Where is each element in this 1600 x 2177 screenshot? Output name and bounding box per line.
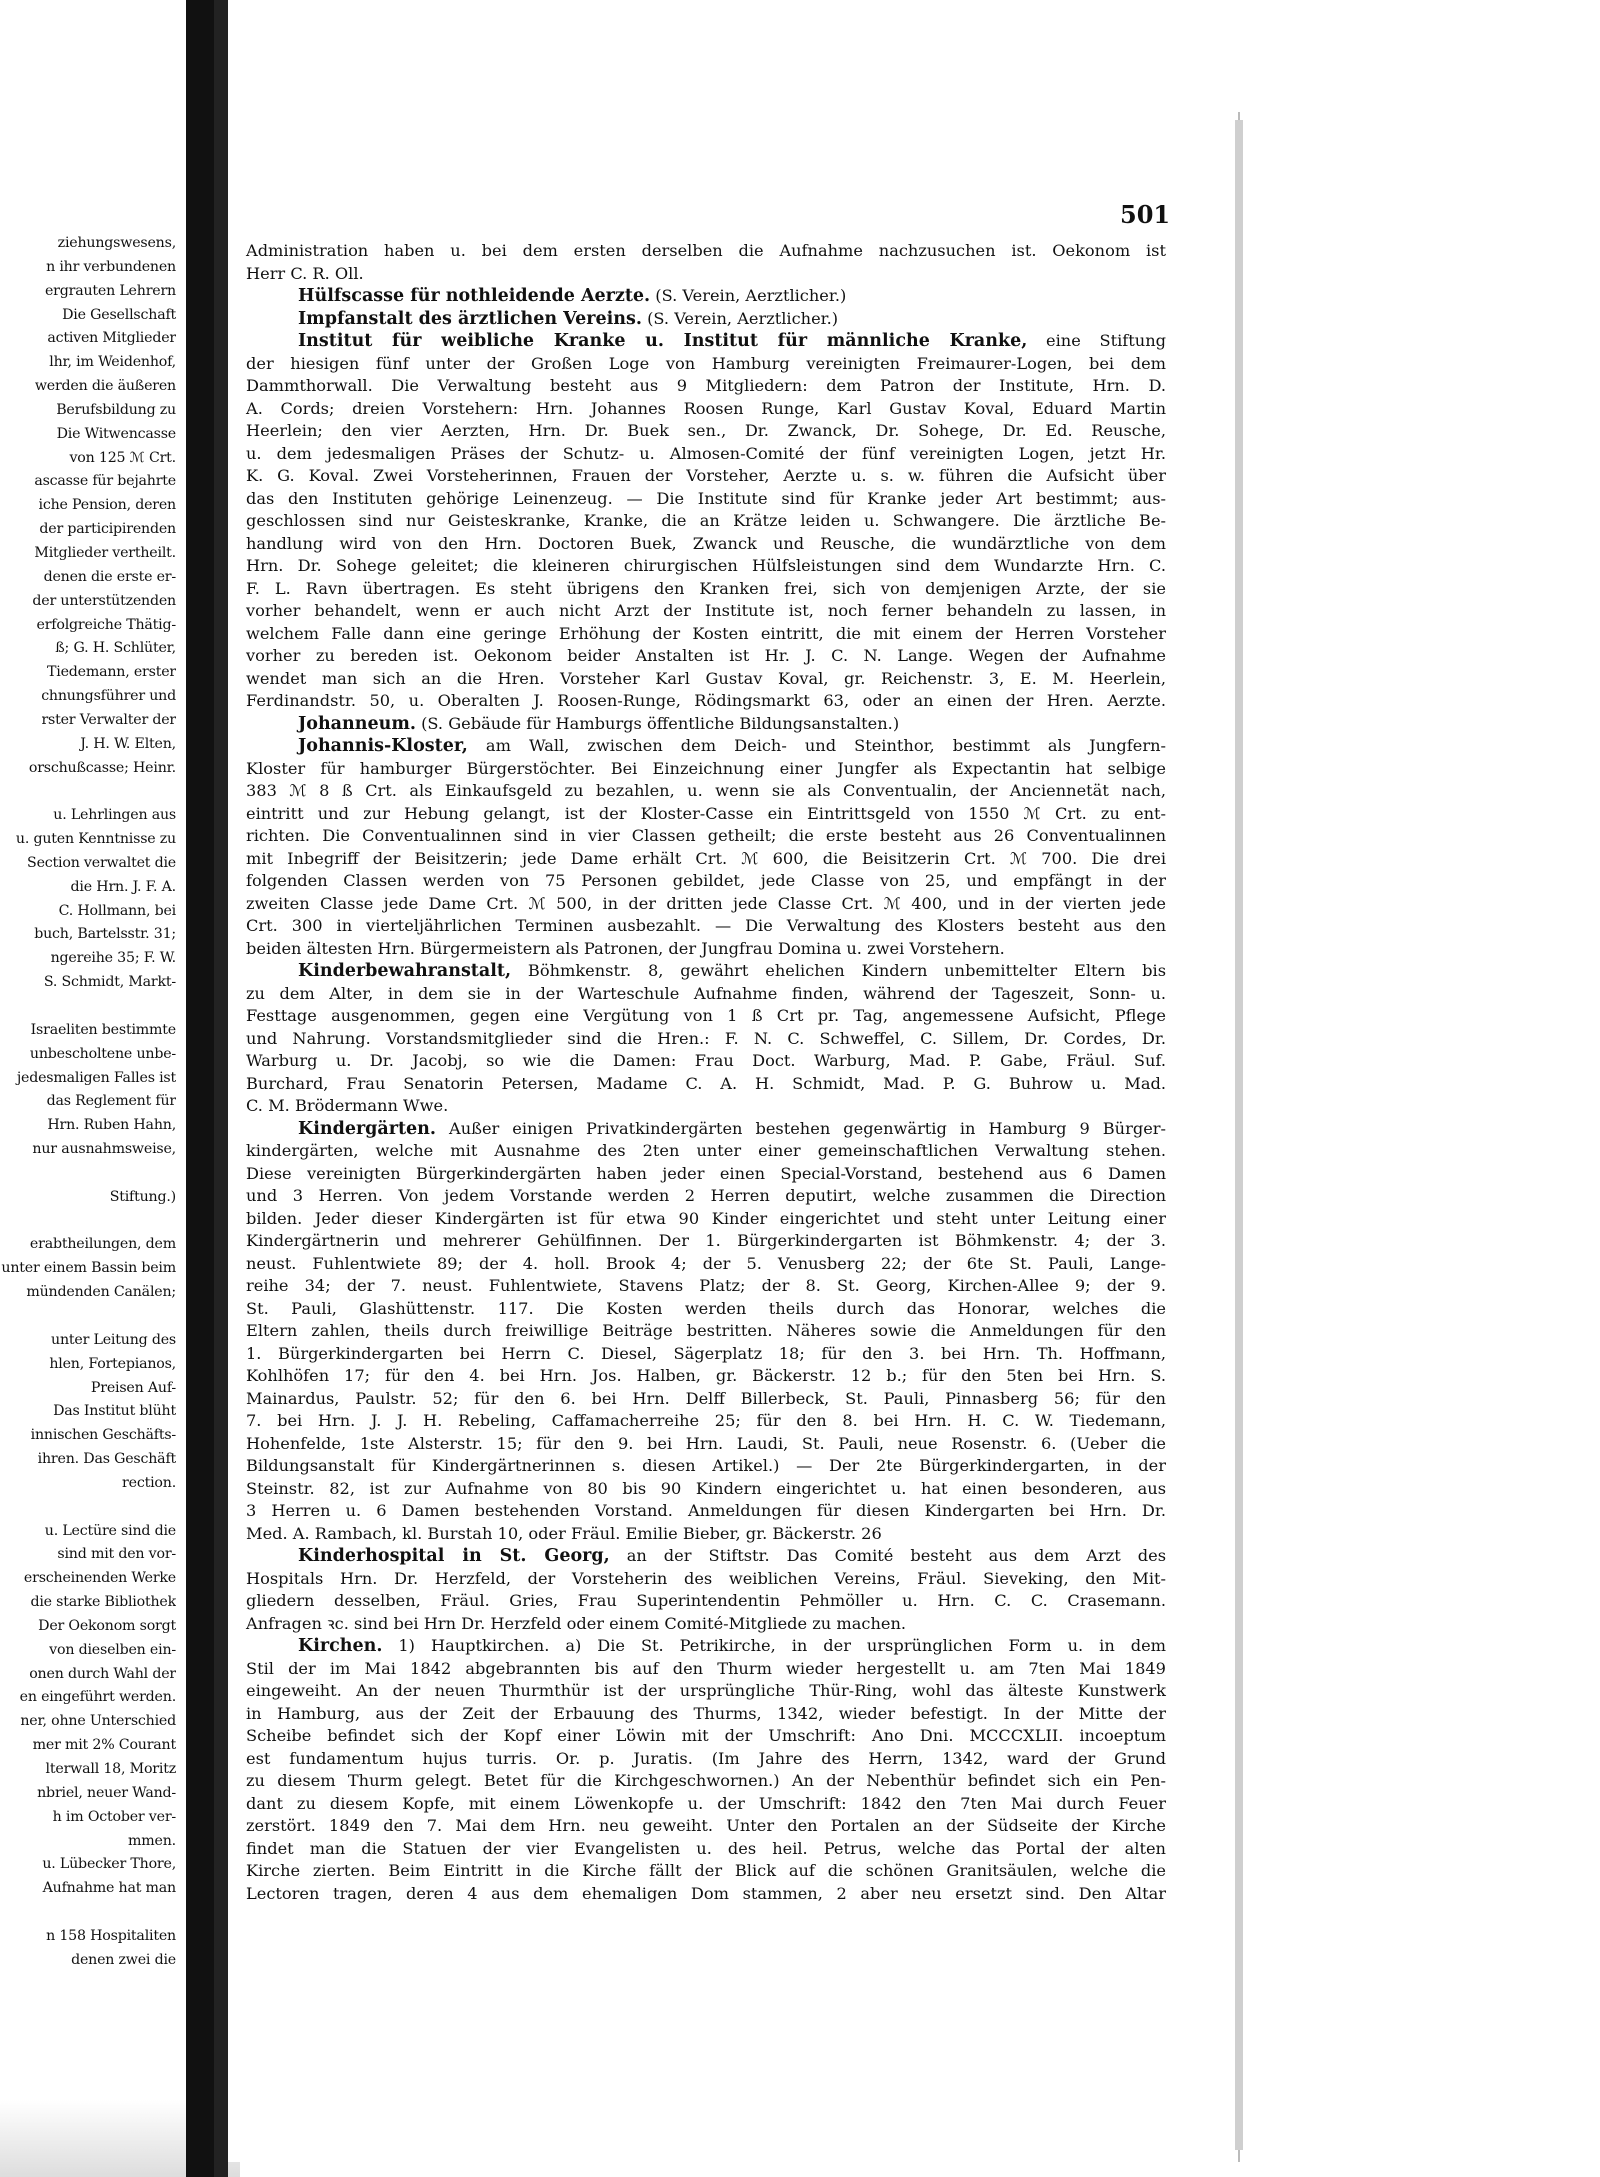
text-line <box>246 645 1166 668</box>
line-text: Diese vereinigten Bürgerkindergärten haben jeder einen Special-Vorstand, bestehend aus 6 Damen <box>246 1163 1166 1183</box>
line-text: Warburg u. Dr. Jacobj, so wie die Damen: Frau Doct. Warburg, Mad. P. Gabe, Fräul. Suf. <box>246 1051 1166 1070</box>
line-text: 3 Herren u. 6 Damen bestehenden Vorstand. Anmeldungen für diesen Kindergarten bei Hrn. Dr. <box>246 1501 1166 1520</box>
text-line <box>246 398 1166 421</box>
left-column-line: n ihr verbundenen <box>46 258 176 275</box>
text-line <box>246 1500 1166 1523</box>
line-text: zweiten Classe jede Dame Crt. ℳ 500, in der dritten jede Classe Crt. ℳ 400, und in der vierten jede <box>246 893 1166 913</box>
entry-heading-line <box>246 1545 1166 1568</box>
left-column-line: die Hrn. J. F. A. <box>70 878 176 895</box>
text-line <box>246 1680 1166 1703</box>
left-column-line: Israeliten bestimmte <box>30 1021 176 1038</box>
line-text: das den Instituten gehörige Leinenzeug. — Die Institute sind für Kranke jeder Art bestimmt; aus- <box>246 488 1166 508</box>
left-column-line: chnungsführer und <box>41 688 176 705</box>
line-text: vorher zu bereden ist. Oekonom beider Anstalten ist Hr. J. C. N. Lange. Wegen der Aufnahme <box>246 646 1166 665</box>
entry-heading-line <box>246 960 1166 983</box>
left-column-line: u. Lübecker Thore, <box>42 1856 176 1873</box>
text-line <box>246 1658 1166 1681</box>
left-column-line: Hrn. Ruben Hahn, <box>47 1117 176 1134</box>
entry-heading-line <box>246 1118 1166 1141</box>
text-line <box>246 623 1166 646</box>
left-column-line: ngereihe 35; F. W. <box>50 950 176 967</box>
line-text: 1) Hauptkirchen. a) Die St. Petrikirche, in der ursprünglichen Form u. in dem <box>382 1636 1166 1655</box>
entry-heading: Hülfscasse für nothleidende Aerzte. <box>298 286 651 306</box>
line-text: Kirche zierten. Beim Eintritt in die Kirche fällt der Blick auf die schönen Granitsäulen, welche die <box>246 1861 1166 1880</box>
left-column-line: u. Lectüre sind die <box>44 1522 176 1539</box>
text-line <box>246 465 1166 488</box>
left-column-line: ß; G. H. Schlüter, <box>55 640 176 657</box>
line-text: Festtage ausgenommen, gegen eine Vergütung von 1 ß Crt pr. Tag, angemessene Aufsicht, Pflege <box>246 1006 1166 1025</box>
line-text: eintritt und zur Hebung gelangt, ist der Kloster-Casse ein Eintrittsgeld von 1550 ℳ Crt. zu ent- <box>246 803 1166 823</box>
line-text: Eltern zahlen, theils durch freiwillige Beiträge bestritten. Näheres sowie die Anmeldungen für den <box>246 1321 1166 1340</box>
left-column-line: nur ausnahmsweise, <box>32 1141 176 1158</box>
left-column-line: ihren. Das Geschäft <box>37 1451 176 1468</box>
text-line <box>246 510 1166 533</box>
line-text: handlung wird von den Hrn. Doctoren Buek, Zwanck und Reusche, die wundärztliche von dem <box>246 533 1166 553</box>
left-column-line: innischen Geschäfts- <box>30 1427 176 1444</box>
left-column-line: die starke Bibliothek <box>30 1594 176 1611</box>
line-text: zu diesem Thurm gelegt. Betet für die Kirchgeschwornen.) An der Nebenthür befindet sich ein Pen- <box>246 1771 1166 1790</box>
line-text: an der Stiftstr. Das Comité besteht aus dem Arzt des <box>609 1546 1167 1565</box>
line-text: Außer einigen Privatkindergärten bestehen gegenwärtig in Hamburg 9 Bürger- <box>436 1118 1166 1138</box>
line-text: wendet man sich an die Hren. Vorsteher Karl Gustav Koval, gr. Reichenstr. 3, E. M. Heerlein, <box>246 668 1166 688</box>
left-column-line: lhr, im Weidenhof, <box>49 354 176 371</box>
left-column-line: ascasse für bejahrte <box>34 473 176 490</box>
left-column-line: Aufnahme hat man <box>42 1880 176 1897</box>
left-column-line: das Reglement für <box>46 1093 176 1110</box>
line-text: Heerlein; den vier Aerzten, Hrn. Dr. Buek sen., Dr. Zwanck, Dr. Sohege, Dr. Ed. Reusche, <box>246 421 1166 440</box>
text-line <box>246 263 1166 286</box>
line-text: zu dem Alter, in dem sie in der Warteschule Aufnahme finden, während der Tageszeit, Sonn- u. <box>246 983 1166 1003</box>
line-text: bilden. Jeder dieser Kindergärten ist für etwa 90 Kinder eingerichtet und steht unter Leitung einer <box>246 1208 1166 1228</box>
left-column-line: lterwall 18, Moritz <box>45 1761 176 1777</box>
left-column-line: ziehungswesens, <box>57 235 176 251</box>
line-text: Lectoren tragen, deren 4 aus dem ehemaligen Dom stammen, 2 aber neu ersetzt sind. Den Altar <box>246 1883 1166 1903</box>
left-column-line: unbescholtene unbe- <box>29 1045 176 1062</box>
text-line <box>246 668 1166 691</box>
line-text: beiden ältesten Hrn. Bürgermeistern als Patronen, der Jungfrau Domina u. zwei Vorstehern. <box>246 938 1005 958</box>
text-line <box>246 420 1166 443</box>
text-line <box>246 1028 1166 1051</box>
left-column-line: erfolgreiche Thätig- <box>36 616 176 633</box>
left-column-line: Preisen Auf- <box>90 1379 176 1396</box>
left-column-line: Die Gesellschaft <box>62 306 176 323</box>
line-text: und Nahrung. Vorstandsmitglieder sind die Hren.: F. N. C. Schweffel, C. Sillem, Dr. Cordes, Dr. <box>246 1028 1166 1048</box>
text-line <box>246 1748 1166 1771</box>
left-column-line <box>0 995 176 1019</box>
left-column-line <box>0 1305 176 1329</box>
text-line <box>246 1455 1166 1478</box>
entry-heading: Johannis-Kloster, <box>298 736 468 756</box>
line-text: gliedern desselben, Fräul. Gries, Frau Superintendentin Pehmöller u. Hrn. C. C. Crasemann. <box>246 1591 1166 1610</box>
left-column-line: u. guten Kenntnisse zu <box>15 831 176 848</box>
right-page-edge <box>1235 120 1243 2150</box>
left-column-line <box>0 1901 176 1925</box>
text-line <box>246 1275 1166 1298</box>
text-line <box>246 1365 1166 1388</box>
left-column-line: von dieselben ein- <box>49 1641 176 1658</box>
text-line <box>246 1073 1166 1096</box>
line-text: C. M. Brödermann Wwe. <box>246 1096 449 1115</box>
text-line <box>246 825 1166 848</box>
text-line <box>246 1590 1166 1613</box>
left-column-line: h im October ver- <box>52 1808 176 1825</box>
text-line <box>246 375 1166 398</box>
line-text: (S. Verein, Aerztlicher.) <box>650 286 847 305</box>
line-text: folgenden Classen werden von 75 Personen gebildet, jede Classe von 25, und empfängt in der <box>246 871 1166 890</box>
line-text: Burchard, Frau Senatorin Petersen, Madame C. A. H. Schmidt, Mad. P. G. Buhrow u. Mad. <box>246 1073 1166 1093</box>
text-line <box>246 803 1166 826</box>
text-line <box>246 1388 1166 1411</box>
line-text: neust. Fuhlentwiete 89; der 4. holl. Brook 4; der 5. Venusberg 22; der 6te St. Pauli, Lange- <box>246 1253 1166 1273</box>
left-column-line: Section verwaltet die <box>27 854 176 871</box>
left-column-line: denen zwei die <box>71 1951 176 1968</box>
page-number: 501 <box>1120 200 1171 229</box>
line-text: findet man die Statuen der vier Evangelisten u. des heil. Petrus, welche das Portal der alten <box>246 1838 1166 1858</box>
left-column-line: jedesmaligen Falles ist <box>16 1069 176 1086</box>
text-line <box>246 1770 1166 1793</box>
line-text: St. Pauli, Glashüttenstr. 117. Die Kosten werden theils durch das Honorar, welches die <box>246 1298 1166 1318</box>
text-line <box>246 443 1166 466</box>
left-column-line: werden die äußeren <box>34 378 176 395</box>
left-column-line: von 125 ℳ Crt. <box>69 449 176 466</box>
line-text: Hrn. Dr. Sohege geleitet; die kleineren chirurgischen Hülfsleistungen sind dem Wundarzte Hrn. C. <box>246 556 1166 575</box>
text-line <box>246 938 1166 961</box>
entry-heading: Kindergärten. <box>298 1118 437 1139</box>
left-column-line: Berufsbildung zu <box>56 401 176 418</box>
text-line <box>246 555 1166 578</box>
line-text: welchem Falle dann eine geringe Erhöhung der Kosten eintritt, die mit einem der Herren Vorsteher <box>246 623 1166 643</box>
left-column-line: sind mit den vor- <box>57 1546 176 1563</box>
text-line <box>246 600 1166 623</box>
line-text: est fundamentum hujus turris. Or. p. Juratis. (Im Jahre des Herrn, 1342, ward der Grund <box>246 1748 1166 1768</box>
line-text: u. dem jedesmaligen Präses der Schutz- u. Almosen-Comité der fünf vereinigten Logen, jetzt Hr. <box>246 443 1166 463</box>
line-text: Crt. 300 in vierteljährlichen Terminen ausbezahlt. — Die Verwaltung des Klosters besteht aus den <box>246 916 1166 935</box>
line-text: richten. Die Conventualinnen sind in vier Classen getheilt; die erste besteht aus 26 Conventualinnen <box>246 826 1166 845</box>
line-text: 383 ℳ 8 ß Crt. als Einkaufsgeld zu bezahlen, u. wenn sie als Conventualin, der Anciennetät nach, <box>246 781 1166 800</box>
left-column-line: ergrauten Lehrern <box>44 282 176 299</box>
text-line <box>246 1793 1166 1816</box>
text-line <box>246 353 1166 376</box>
left-column-line: rster Verwalter der <box>41 711 176 728</box>
main-text-column <box>246 240 1166 1905</box>
left-column-line: S. Schmidt, Markt- <box>43 974 176 991</box>
text-line <box>246 488 1166 511</box>
text-line <box>246 1703 1166 1726</box>
left-column-line: unter einem Bassin beim <box>1 1260 176 1277</box>
text-line <box>246 1478 1166 1501</box>
line-text: Stil der im Mai 1842 abgebrannten bis auf den Thurm wieder hergestellt u. am 7ten Mai 1849 <box>246 1658 1166 1678</box>
left-column-line: erscheinenden Werke <box>23 1570 176 1587</box>
line-text: Hospitals Hrn. Dr. Herzfeld, der Vorsteherin des weiblichen Vereins, Fräul. Sieveking, den Mit- <box>246 1568 1166 1588</box>
line-text: Kloster für hamburger Bürgerstöchter. Bei Einzeichnung einer Jungfer als Expectantin hat selbige <box>246 758 1166 778</box>
text-line <box>246 1410 1166 1433</box>
line-text: und 3 Herren. Von jedem Vorstande werden 2 Herren deputirt, welche zusammen die Direction <box>246 1186 1166 1205</box>
line-text: Bildungsanstalt für Kindergärtnerinnen s. diesen Artikel.) — Der 2te Bürgerkindergarten, in der <box>246 1456 1166 1475</box>
line-text: Anfragen ꝛc. sind bei Hrn Dr. Herzfeld oder einem Comité-Mitgliede zu machen. <box>246 1613 907 1633</box>
text-line <box>246 1298 1166 1321</box>
text-line <box>246 1433 1166 1456</box>
text-line <box>246 1320 1166 1343</box>
left-column-line: onen durch Wahl der <box>29 1665 176 1682</box>
left-column-line: J. H. W. Elten, <box>80 735 176 752</box>
text-line <box>246 1613 1166 1636</box>
left-column-line: rection. <box>122 1474 176 1491</box>
line-text: dant zu diesem Kopfe, mit einem Löwenkopfe u. der Umschrift: 1842 den 7ten Mai durch Feuer <box>246 1793 1166 1813</box>
left-column-line: Mitglieder vertheilt. <box>34 544 176 561</box>
line-text: eine Stiftung <box>1027 331 1166 350</box>
line-text: (S. Gebäude für Hamburgs öffentliche Bildungsanstalten.) <box>415 713 900 733</box>
line-text: zerstört. 1849 den 7. Mai dem Hrn. neu geweiht. Unter den Portalen an der Südseite der Kirche <box>246 1816 1166 1835</box>
text-line <box>246 1140 1166 1163</box>
entry-heading: Impfanstalt des ärztlichen Vereins. <box>298 308 642 329</box>
line-text: Böhmkenstr. 8, gewährt ehelichen Kindern unbemittelter Eltern bis <box>511 961 1166 980</box>
left-column-line: orschußcasse; Heinr. <box>28 759 176 776</box>
left-column-line: der participirenden <box>39 521 176 538</box>
left-column-line: ner, ohne Unterschied <box>20 1713 176 1730</box>
text-line <box>246 1860 1166 1883</box>
left-column-line: Die Witwencasse <box>56 425 176 442</box>
line-text: Administration haben u. bei dem ersten derselben die Aufnahme nachzusuchen ist. Oekonom ist <box>246 241 1166 260</box>
left-column-line: Stiftung.) <box>109 1188 176 1205</box>
left-column-line: C. Hollmann, bei <box>58 902 176 919</box>
left-column-line: Der Oekonom sorgt <box>38 1617 176 1634</box>
text-line <box>246 1005 1166 1028</box>
left-page-column <box>0 232 176 1973</box>
left-column-line: activen Mitglieder <box>47 330 176 347</box>
text-line <box>246 1838 1166 1861</box>
line-text: Ferdinandstr. 50, u. Oberalten J. Roosen-Runge, Rödingsmarkt 63, oder an einen der Hren. Aerzte. <box>246 691 1166 710</box>
left-column-line: Das Institut blüht <box>53 1403 176 1420</box>
text-line <box>246 1230 1166 1253</box>
text-line <box>246 1185 1166 1208</box>
left-column-line: en eingeführt werden. <box>19 1689 176 1706</box>
left-column-line: mündenden Canälen; <box>26 1284 176 1301</box>
left-column-line: mmen. <box>128 1832 176 1849</box>
left-column-line <box>0 1210 176 1234</box>
text-line <box>246 690 1166 713</box>
line-text: Kohlhöfen 17; für den 4. bei Hrn. Jos. Halben, gr. Bäckerstr. 12 b.; für den 5ten bei Hrn. S. <box>246 1366 1166 1385</box>
text-line <box>246 1253 1166 1276</box>
line-text: reihe 34; der 7. neust. Fuhlentwiete, Stavens Platz; der 8. St. Georg, Kirchen-Allee 9; der 9. <box>246 1276 1166 1295</box>
text-line <box>246 1343 1166 1366</box>
text-line <box>246 870 1166 893</box>
line-text: Hohenfelde, 1ste Alsterstr. 15; für den 9. bei Hrn. Laudi, St. Pauli, neue Rosenstr. 6. (Ueber die <box>246 1433 1166 1453</box>
line-text: 7. bei Hrn. J. J. H. Rebeling, Caffamacherreihe 25; für den 8. bei Hrn. H. C. W. Tiedemann, <box>246 1411 1166 1430</box>
entry-heading-line <box>246 735 1166 758</box>
text-line <box>246 1568 1166 1591</box>
line-text: (S. Verein, Aerztlicher.) <box>641 308 839 328</box>
line-text: eingeweiht. An der neuen Thurmthür ist der ursprüngliche Thür-Ring, wohl das älteste Kunstwerk <box>246 1681 1166 1700</box>
text-line <box>246 1883 1166 1906</box>
line-text: am Wall, zwischen dem Deich- und Steinthor, bestimmt als Jungfern- <box>467 736 1166 755</box>
text-line <box>246 1725 1166 1748</box>
text-line <box>246 1208 1166 1231</box>
entry-heading-line <box>246 1635 1166 1658</box>
text-line <box>246 915 1166 938</box>
text-line <box>246 893 1166 916</box>
left-column-line: hlen, Fortepianos, <box>49 1355 176 1372</box>
left-column-line: Tiedemann, erster <box>46 664 176 681</box>
line-text: Med. A. Rambach, kl. Burstah 10, oder Fräul. Emilie Bieber, gr. Bäckerstr. 26 <box>246 1523 882 1543</box>
line-text: Kindergärtnerin und mehrerer Gehülfinnen. Der 1. Bürgerkindergarten ist Böhmkenstr. 4; der 3. <box>246 1231 1166 1250</box>
text-line <box>246 1095 1166 1118</box>
line-text: Scheibe befindet sich der Kopf einer Löwin mit der Umschrift: Ano Dni. MCCCXLII. incoeptum <box>246 1726 1166 1745</box>
left-column-line <box>0 780 176 804</box>
left-column-line: nbriel, neuer Wand- <box>37 1784 176 1801</box>
line-text: mit Inbegriff der Beisitzerin; jede Dame erhält Crt. ℳ 600, die Beisitzerin Crt. ℳ 700. Die drei <box>246 848 1166 868</box>
entry-heading: Kinderhospital in St. Georg, <box>298 1546 610 1566</box>
entry-heading-line <box>246 713 1166 736</box>
line-text: vorher behandelt, wenn er auch nicht Arzt der Institute ist, noch ferner behandeln zu lassen, in <box>246 601 1166 620</box>
left-column-line: mer mit 2% Courant <box>32 1737 176 1754</box>
entry-heading-line <box>246 285 1166 308</box>
left-column-line: unter Leitung des <box>51 1331 176 1348</box>
line-text: geschlossen sind nur Geisteskranke, Kranke, die an Krätze leiden u. Schwangere. Die ärztliche Be- <box>246 511 1166 530</box>
left-column-line: u. Lehrlingen aus <box>53 807 176 824</box>
text-line <box>246 1163 1166 1186</box>
line-text: F. L. Ravn übertragen. Es steht übrigens den Kranken frei, sich von demjenigen Arzte, der sie <box>246 578 1166 598</box>
entry-heading-line <box>246 330 1166 353</box>
line-text: Mainardus, Paulstr. 52; für den 6. bei Hrn. Delff Billerbeck, St. Pauli, Pinnasberg 56; für den <box>246 1388 1166 1408</box>
text-line <box>246 1523 1166 1546</box>
line-text: in Hamburg, aus der Zeit der Erbauung des Thurms, 1342, wieder befestigt. In der Mitte der <box>246 1703 1166 1723</box>
left-column-line <box>0 1162 176 1186</box>
text-line <box>246 1815 1166 1838</box>
entry-heading: Institut für weibliche Kranke u. Institut für männliche Kranke, <box>298 331 1028 351</box>
text-line <box>246 780 1166 803</box>
left-column-line: iche Pension, deren <box>38 497 176 514</box>
left-column-line: buch, Bartelsstr. 31; <box>34 926 176 943</box>
entry-heading: Kirchen. <box>298 1636 383 1656</box>
book-gutter-shadow <box>214 0 228 2177</box>
left-column-line: der unterstützenden <box>32 592 176 609</box>
line-text: der hiesigen fünf unter der Großen Loge von Hamburg vereinigten Freimaurer-Logen, bei dem <box>246 353 1166 373</box>
text-line <box>246 848 1166 871</box>
entry-heading: Kinderbewahranstalt, <box>298 961 512 981</box>
text-line <box>246 533 1166 556</box>
text-line <box>246 1050 1166 1073</box>
entry-heading: Johanneum. <box>298 713 416 734</box>
left-column-line: n 158 Hospitaliten <box>46 1927 176 1944</box>
line-text: K. G. Koval. Zwei Vorsteherinnen, Frauen der Vorsteher, Aerzte u. s. w. führen die Aufsicht über <box>246 466 1166 485</box>
entry-heading-line <box>246 308 1166 331</box>
left-column-line: erabtheilungen, dem <box>29 1236 176 1253</box>
left-column-line: denen die erste er- <box>43 568 176 585</box>
book-gutter <box>186 0 214 2177</box>
text-line <box>246 240 1166 263</box>
line-text: A. Cords; dreien Vorstehern: Hrn. Johannes Roosen Runge, Karl Gustav Koval, Eduard Martin <box>246 398 1166 418</box>
text-line <box>246 983 1166 1006</box>
text-line <box>246 758 1166 781</box>
line-text: Steinstr. 82, ist zur Aufnahme von 80 bis 90 Kindern eingerichtet u. hat einen besonderen, aus <box>246 1478 1166 1498</box>
left-column-line <box>0 1496 176 1520</box>
line-text: Herr C. R. Oll. <box>246 263 364 283</box>
line-text: Dammthorwall. Die Verwaltung besteht aus 9 Mitgliedern: dem Patron der Institute, Hrn. D. <box>246 376 1166 395</box>
text-line <box>246 578 1166 601</box>
line-text: 1. Bürgerkindergarten bei Herrn C. Diesel, Sägerplatz 18; für den 3. bei Hrn. Th. Hoffmann, <box>246 1343 1166 1363</box>
line-text: kindergärten, welche mit Ausnahme des 2ten unter einer gemeinschaftlichen Verwaltung stehen. <box>246 1141 1166 1160</box>
